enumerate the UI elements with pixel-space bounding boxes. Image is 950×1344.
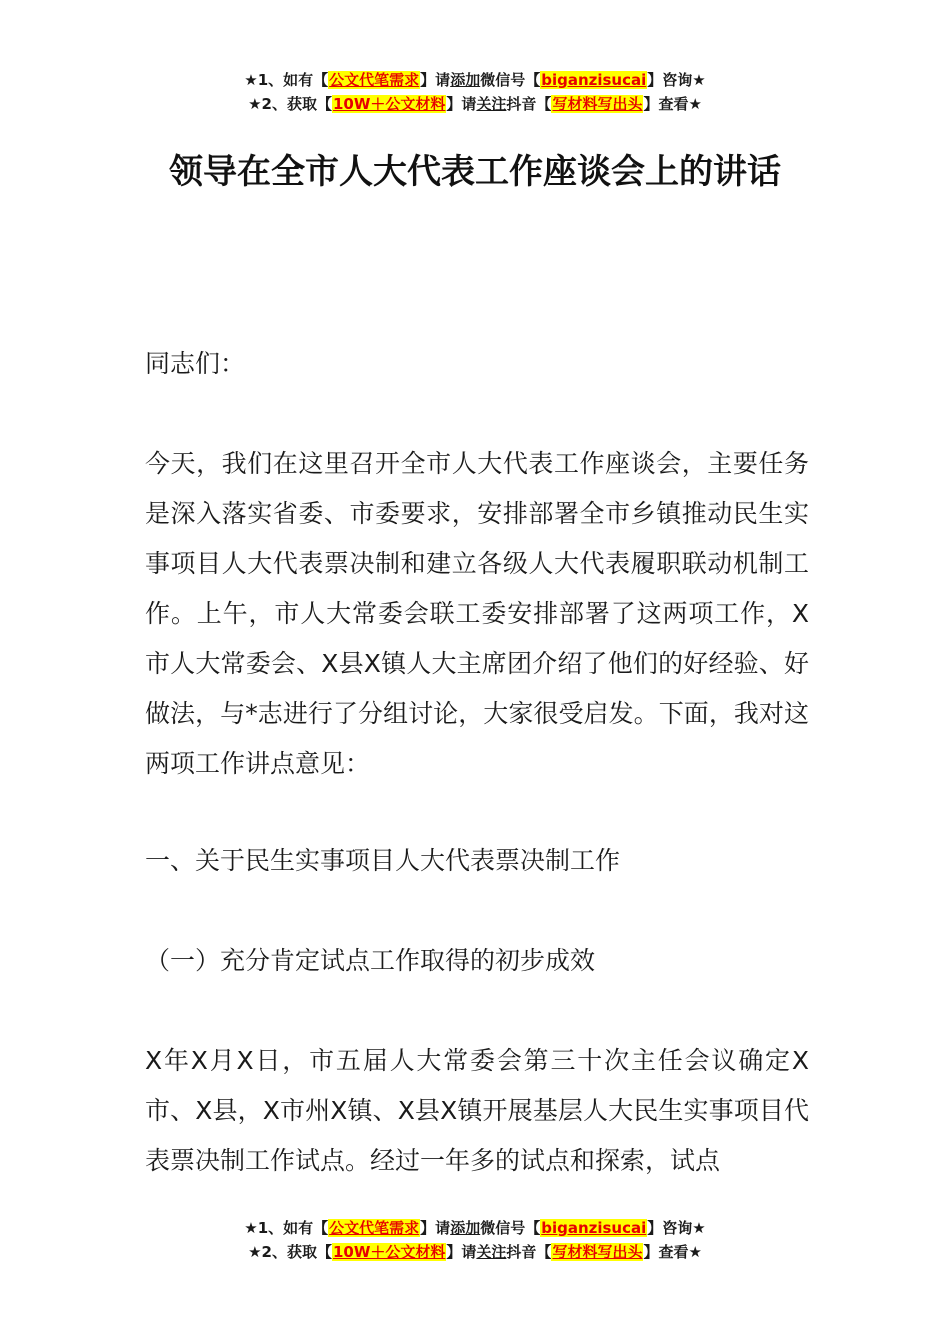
promo-text: 】请 — [420, 1219, 451, 1237]
promo-highlight: 10W＋公文材料 — [332, 1243, 446, 1261]
header-promo-banner — [0, 68, 950, 116]
promo-text: ★2、获取【 — [248, 95, 332, 113]
section-heading: 一、关于民生实事项目人大代表票决制工作 — [145, 846, 621, 875]
promo-text: 】请 — [446, 95, 477, 113]
promo-text: 】咨询★ — [647, 71, 706, 89]
promo-emphasis: 关注 — [476, 95, 507, 113]
promo-line-2 — [0, 92, 950, 116]
document-title: 领导在全市人大代表工作座谈会上的讲话 — [169, 152, 781, 192]
promo-highlight: 公文代笔需求 — [329, 1219, 420, 1237]
promo-text: 微信号【 — [480, 1219, 541, 1237]
promo-emphasis: 添加 — [450, 1219, 481, 1237]
promo-text: 】查看★ — [643, 95, 702, 113]
promo-text: 】咨询★ — [647, 1219, 706, 1237]
promo-emphasis: 关注 — [476, 1243, 507, 1261]
promo-emphasis: 添加 — [450, 71, 481, 89]
promo-highlight: 写材料写出头 — [552, 1243, 643, 1261]
promo-highlight: 公文代笔需求 — [329, 71, 420, 89]
promo-text: 】请 — [420, 71, 451, 89]
promo-line-1 — [0, 1216, 950, 1240]
promo-text: 微信号【 — [480, 71, 541, 89]
footer-promo-banner — [0, 1216, 950, 1264]
promo-highlight: biganzisucai — [541, 71, 647, 89]
promo-text: 抖音【 — [506, 95, 552, 113]
promo-text: 】请 — [446, 1243, 477, 1261]
promo-highlight: biganzisucai — [541, 1219, 647, 1237]
promo-text: ★1、如有【 — [244, 71, 329, 89]
promo-text: ★2、获取【 — [248, 1243, 332, 1261]
promo-text: 抖音【 — [506, 1243, 552, 1261]
body-paragraph: 今天，我们在这里召开全市人大代表工作座谈会，主要任务是深入落实省委、市委要求，安排部署全市乡镇推动民生实事项目人大代表票决制和建立各级人大代表履职联动机制工作。上午，市人大常委会联工委安排部署了这两项工作，X市人大常委会、X县X镇人大主席团介绍了他们的好经验、好做法，与*志进行了分组讨论，大家很受启发。下面，我对这两项工作讲点意见： — [145, 449, 809, 778]
salutation: 同志们： — [145, 349, 246, 378]
promo-highlight: 10W＋公文材料 — [332, 95, 446, 113]
body-paragraph: X年X月X日，市五届人大常委会第三十次主任会议确定X市、X县，X市州X镇、X县X镇开展基层人大民生实事项目代表票决制工作试点。经过一年多的试点和探索，试点 — [145, 1046, 809, 1175]
promo-text: ★1、如有【 — [244, 1219, 329, 1237]
promo-line-2 — [0, 1240, 950, 1264]
subsection-heading: （一）充分肯定试点工作取得的初步成效 — [145, 946, 596, 975]
promo-highlight: 写材料写出头 — [552, 95, 643, 113]
promo-text: 】查看★ — [643, 1243, 702, 1261]
promo-line-1 — [0, 68, 950, 92]
